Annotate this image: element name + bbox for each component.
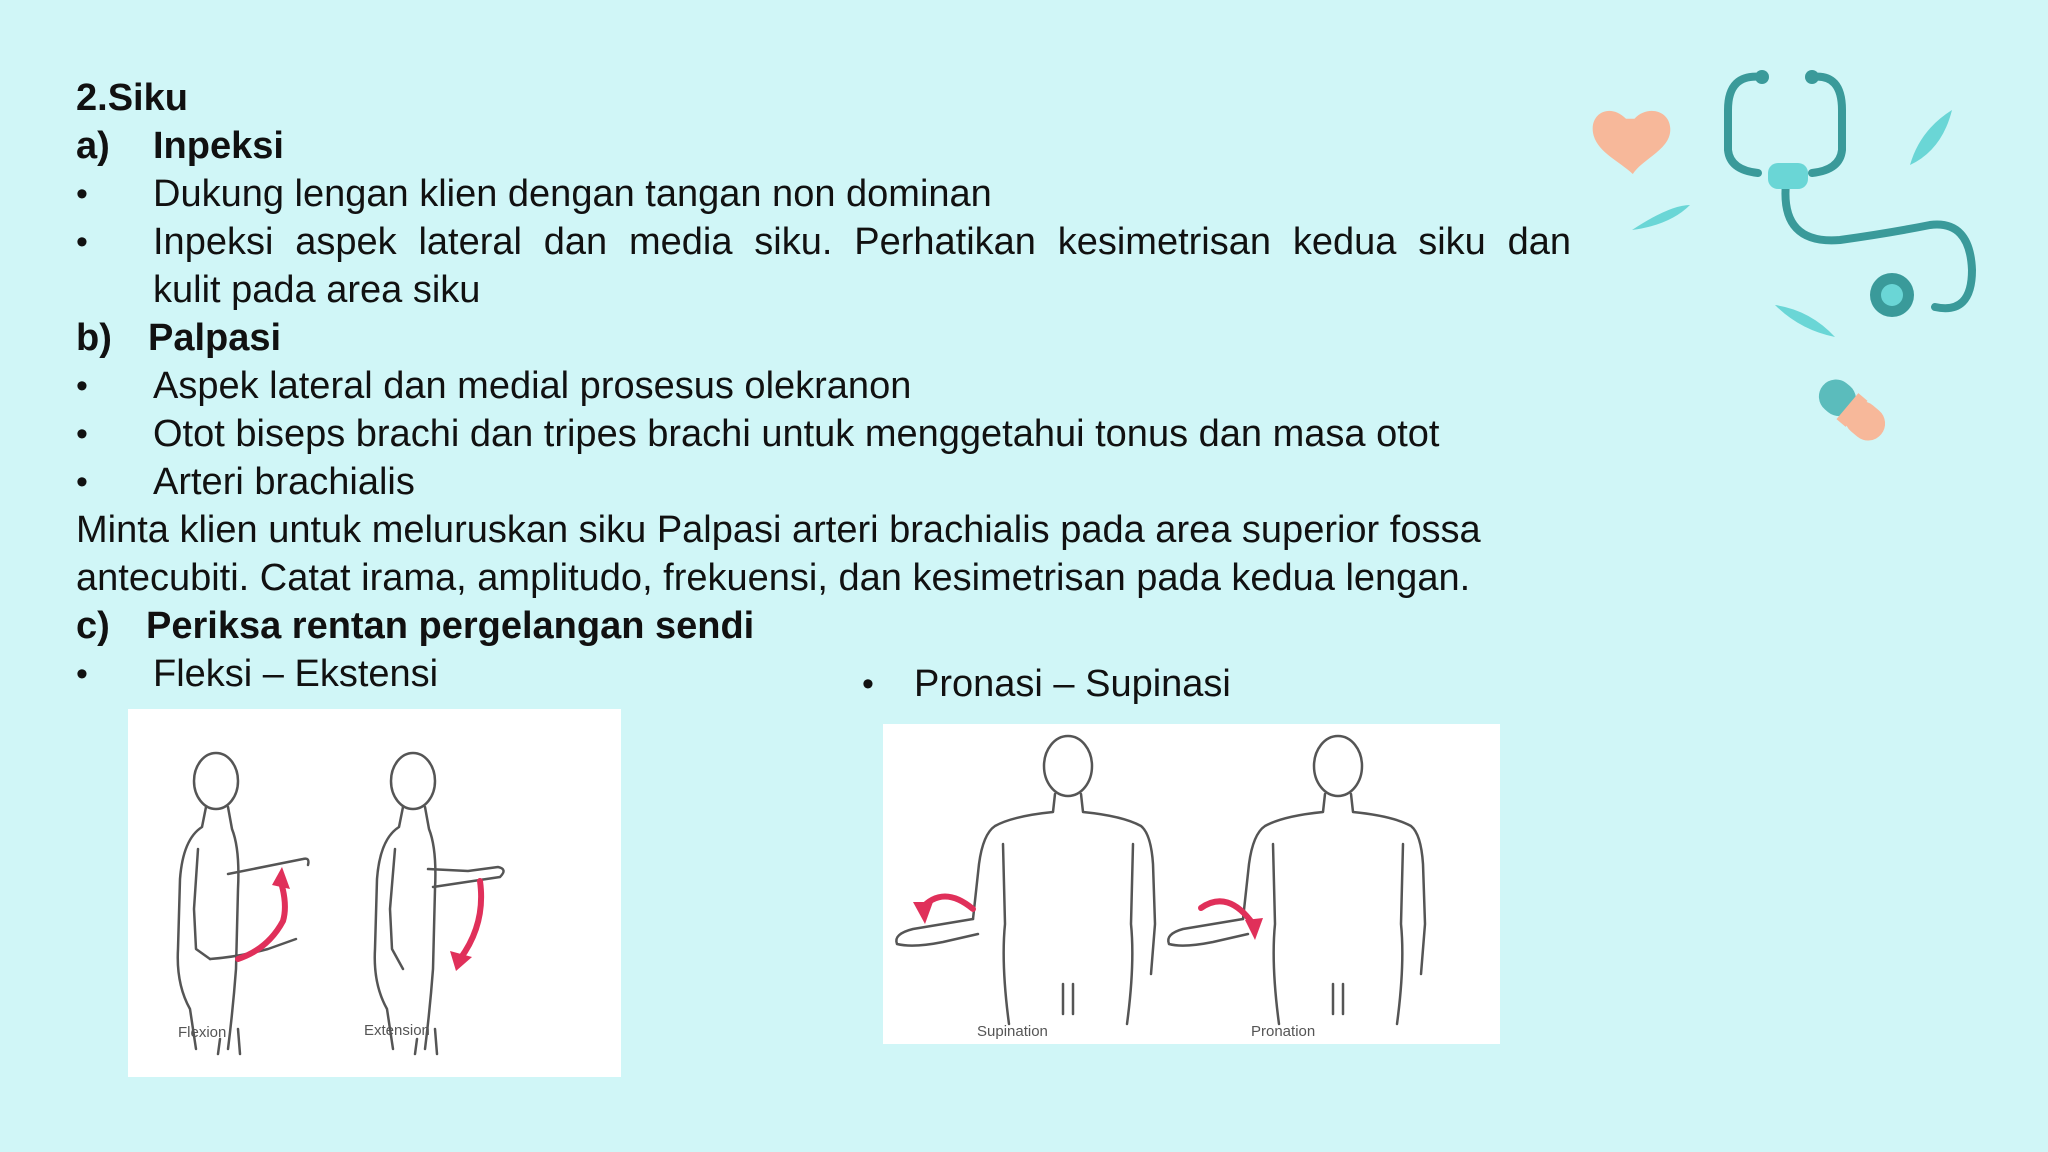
flexion-arrow-icon	[238, 879, 285, 959]
heart-icon	[1593, 111, 1671, 174]
palpasi-paragraph-line-1: Minta klien untuk meluruskan siku Palpasi arteri brachialis pada area superior fossa	[76, 509, 1481, 551]
flexion-extension-figure	[128, 709, 621, 1077]
palpasi-bullet-3: Arteri brachialis	[153, 461, 415, 503]
leaf-icon	[1775, 305, 1835, 337]
subsection-b-heading: Palpasi	[148, 317, 282, 359]
extension-body-drawing	[375, 753, 504, 1054]
bullet-icon: •	[76, 367, 88, 405]
bullet-icon: •	[76, 655, 88, 693]
stethoscope-earpiece-left-icon	[1755, 70, 1769, 84]
pronation-arrow-head-icon	[1245, 918, 1263, 940]
section-title: 2.Siku	[76, 77, 188, 119]
leaf-icon	[1910, 110, 1952, 165]
caption-pronation: Pronation	[1251, 1023, 1316, 1040]
bullet-icon: •	[76, 223, 88, 261]
subsection-a-marker: a)	[76, 125, 110, 167]
stethoscope-connector-icon	[1768, 163, 1808, 189]
supination-body-drawing	[896, 736, 1155, 1024]
palpasi-bullet-1: Aspek lateral dan medial prosesus olekranon	[153, 365, 912, 407]
bullet-icon: •	[76, 175, 88, 213]
flexion-arrow-head-icon	[272, 867, 290, 889]
inspeksi-bullet-2: Inpeksi aspek lateral dan media siku. Perhatikan kesimetrisan kedua siku dan	[153, 221, 1571, 263]
bullet-icon: •	[76, 463, 88, 501]
rentang-bullet-left: Fleksi – Ekstensi	[153, 653, 439, 695]
supination-pronation-figure	[883, 724, 1500, 1044]
inspeksi-bullet-1: Dukung lengan klien dengan tangan non dominan	[153, 173, 992, 215]
caption-extension: Extension	[364, 1022, 430, 1039]
pronation-body-drawing	[1168, 736, 1425, 1024]
inspeksi-bullet-2-continued: kulit pada area siku	[153, 269, 481, 311]
subsection-c-heading: Periksa rentan pergelangan sendi	[146, 605, 755, 647]
flexion-body-drawing	[178, 753, 309, 1054]
subsection-b-marker: b)	[76, 317, 112, 359]
supination-arrow-head-icon	[913, 902, 933, 924]
subsection-c-marker: c)	[76, 605, 110, 647]
rentang-bullet-right: Pronasi – Supinasi	[914, 663, 1231, 705]
caption-supination: Supination	[977, 1023, 1048, 1040]
bullet-icon: •	[862, 665, 874, 703]
caption-flexion: Flexion	[178, 1024, 227, 1041]
pill-icon	[1812, 373, 1892, 448]
palpasi-paragraph-line-2: antecubiti. Catat irama, amplitudo, frekuensi, dan kesimetrisan pada kedua lengan.	[76, 557, 1471, 599]
extension-arrow-icon	[460, 881, 481, 959]
stethoscope-icon	[1728, 77, 1972, 309]
bullet-icon: •	[76, 415, 88, 453]
extension-arrow-head-icon	[450, 951, 472, 971]
stethoscope-earpiece-right-icon	[1805, 70, 1819, 84]
subsection-a-heading: Inpeksi	[153, 125, 284, 167]
leaf-icon	[1632, 205, 1690, 230]
palpasi-bullet-2: Otot biseps brachi dan tripes brachi untuk menggetahui tonus dan masa otot	[153, 413, 1440, 455]
medical-decoration	[1580, 55, 2000, 460]
